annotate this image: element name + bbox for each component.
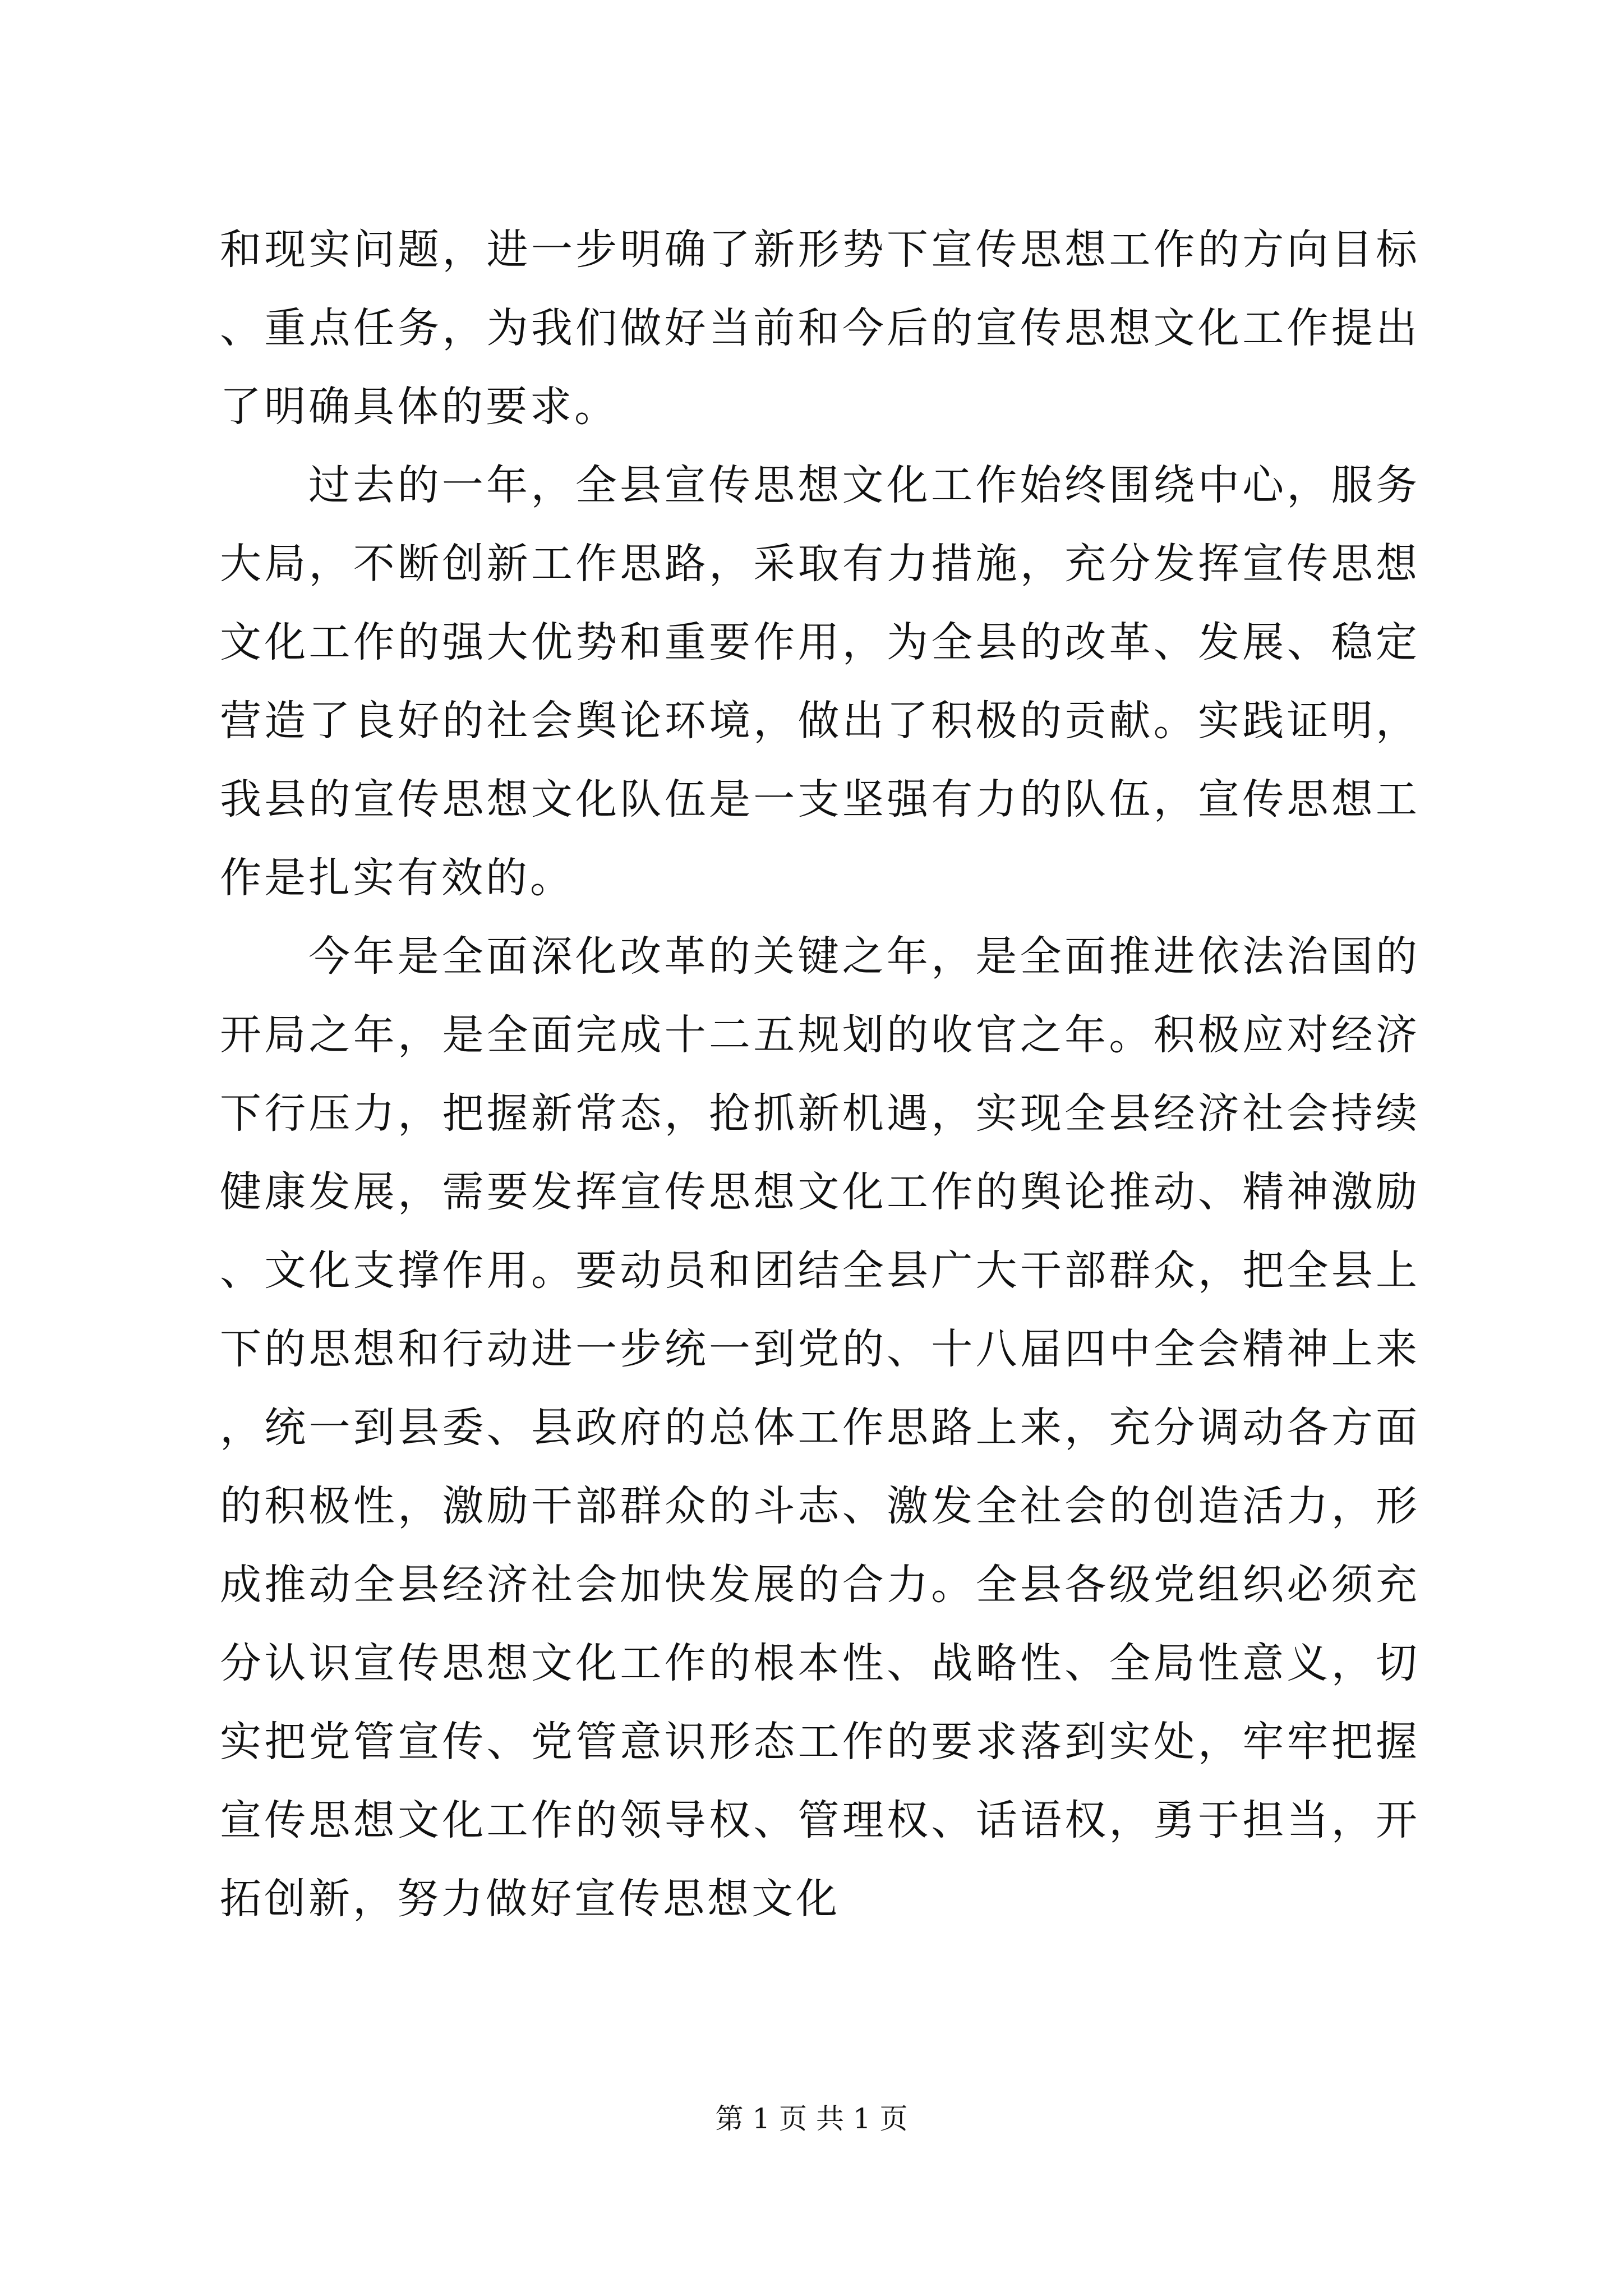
page-footer: 第 1 页 共 1 页: [715, 2102, 908, 2135]
paragraph-1: 和现实问题，进一步明确了新形势下宣传思想工作的方向目标、重点任务，为我们做好当前和今后的宣传思想文化工作提出了明确具体的要求。: [220, 226, 1420, 431]
paragraph-2: 过去的一年，全县宣传思想文化工作始终围绕中心，服务大局，不断创新工作思路，采取有力措施，充分发挥宣传思想文化工作的强大优势和重要作用，为全县的改革、发展、稳定营造了良好的社会舆论环境，做出了积极的贡献。实践证明，我县的宣传思想文化队伍是一支坚强有力的队伍，宣传思想工作是扎实有效的。: [220, 461, 1420, 902]
document-body: [220, 210, 1420, 1938]
paragraph-3: 今年是全面深化改革的关键之年，是全面推进依法治国的开局之年，是全面完成十二五规划的收官之年。积极应对经济下行压力，把握新常态，抢抓新机遇，实现全县经济社会持续健康发展，需要发挥宣传思想文化工作的舆论推动、精神激励、文化支撑作用。要动员和团结全县广大干部群众，把全县上下的思想和行动进一步统一到党的、十八届四中全会精神上来，统一到县委、县政府的总体工作思路上来，充分调动各方面的积极性，激励干部群众的斗志、激发全社会的创造活力，形成推动全县经济社会加快发展的合力。全县各级党组织必须充分认识宣传思想文化工作的根本性、战略性、全局性意义，切实把党管宣传、党管意识形态工作的要求落到实处，牢牢把握宣传思想文化工作的领导权、管理权、话语权，勇于担当，开拓创新，努力做好宣传思想文化: [220, 932, 1420, 1923]
